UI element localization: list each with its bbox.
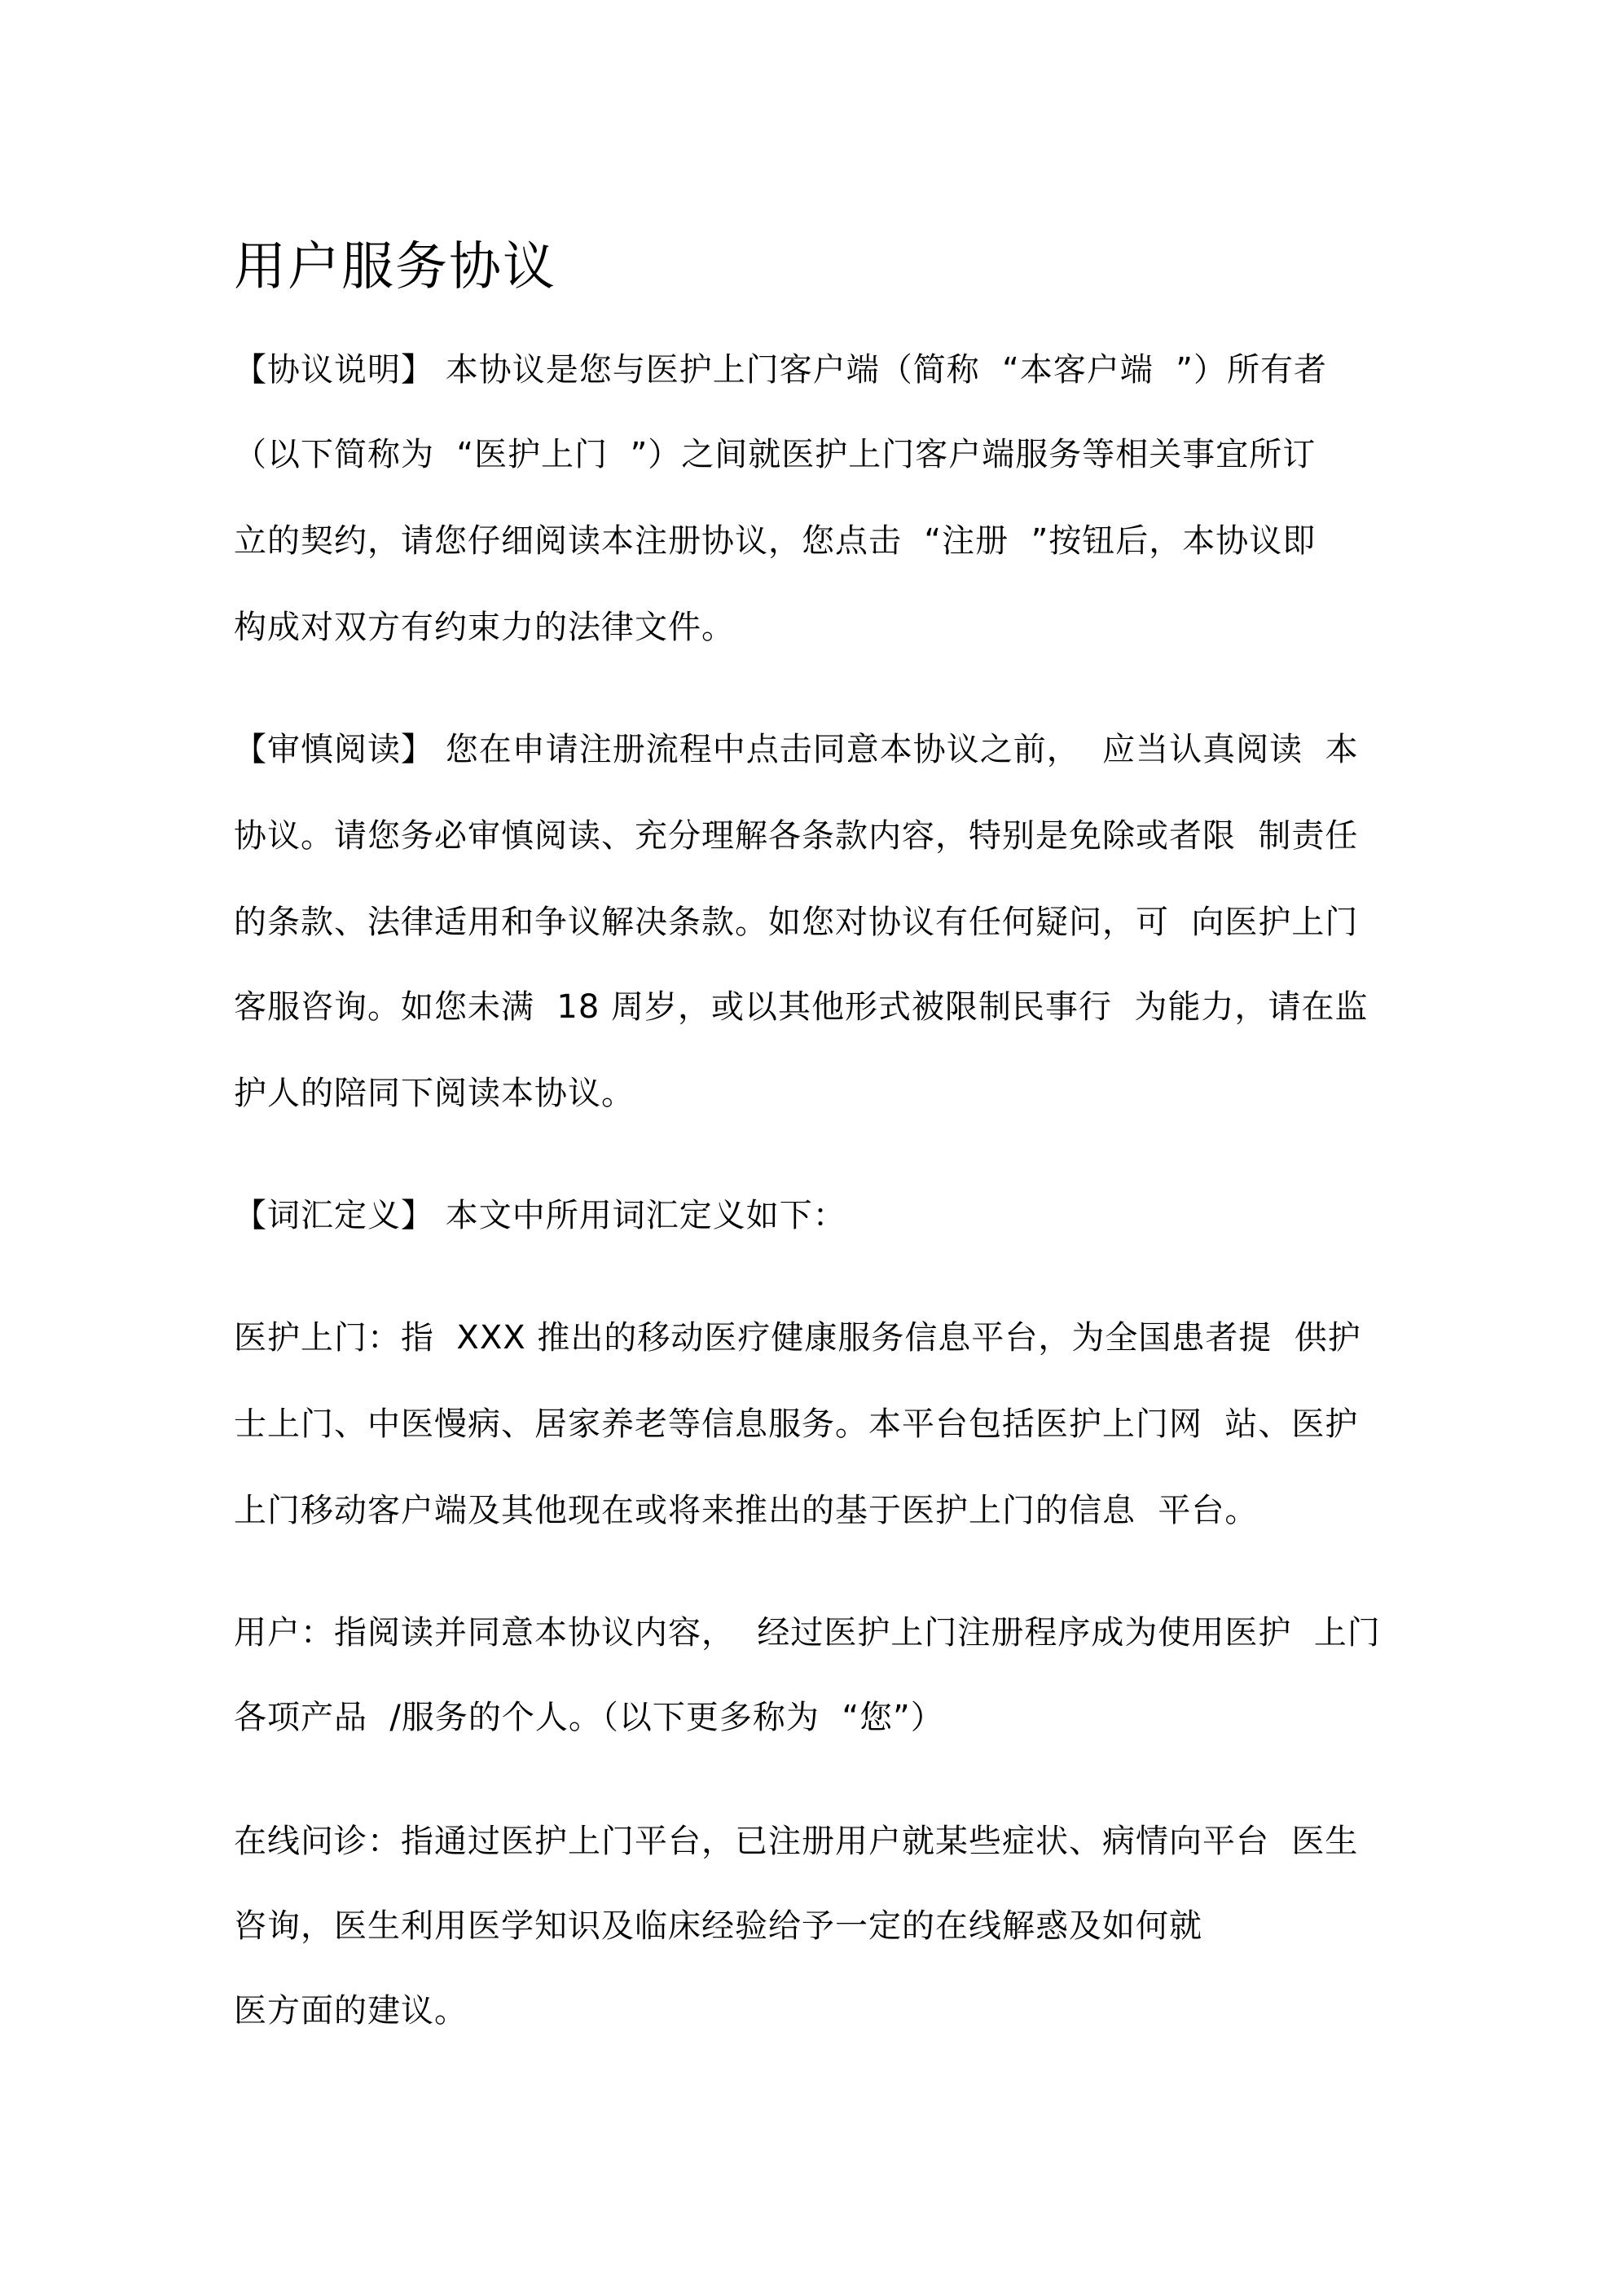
- paragraph-line: 【协议说明】 本协议是您与医护上门客户端（简称 “本客户端 ”）所有者: [234, 351, 1328, 389]
- paragraph-line: 上门移动客户端及其他现在或将来推出的基于医护上门的信息 平台。: [234, 1492, 1259, 1529]
- paragraph-line: 士上门、中医慢病、居家养老等信息服务。本平台包括医护上门网 站、医护: [234, 1405, 1359, 1443]
- paragraph-line: 【审慎阅读】 您在申请注册流程中点击同意本协议之前， 应当认真阅读 本: [234, 731, 1359, 768]
- paragraph-line: 医方面的建议。: [234, 1992, 468, 2030]
- paragraph-line: 协议。请您务必审慎阅读、充分理解各条款内容，特别是免除或者限 制责任: [234, 817, 1359, 855]
- paragraph-line: 咨询，医生利用医学知识及临床经验给予一定的在线解惑及如何就: [234, 1907, 1202, 1945]
- paragraph-line: 护人的陪同下阅读本协议。: [234, 1075, 635, 1112]
- paragraph-line: 在线问诊：指通过医护上门平台，已注册用户就某些症状、病情向平台 医生: [234, 1823, 1359, 1860]
- paragraph-line: 【词汇定义】 本文中所用词汇定义如下：: [234, 1197, 846, 1234]
- paragraph-line: 构成对双方有约束力的法律文件。: [234, 609, 735, 646]
- paragraph-line: （以下简称为 “医护上门 ”）之间就医护上门客户端服务等相关事宜所订: [234, 436, 1317, 473]
- paragraph-line: 的条款、法律适用和争议解决条款。如您对协议有任何疑问，可 向医护上门: [234, 904, 1359, 941]
- paragraph-line: 立的契约，请您仔细阅读本注册协议，您点击 “注册 ”按钮后，本协议即: [234, 522, 1317, 560]
- paragraph-line: 客服咨询。如您未满 18 周岁，或以其他形式被限制民事行 为能力，请在监: [234, 988, 1369, 1026]
- paragraph-line: 各项产品 /服务的个人。（以下更多称为 “您”）: [234, 1699, 944, 1736]
- page-title: 用户服务协议: [234, 237, 556, 297]
- paragraph-line: 医护上门：指 XXX 推出的移动医疗健康服务信息平台，为全国患者提 供护: [234, 1319, 1361, 1357]
- paragraph-line: 用户：指阅读并同意本协议内容， 经过医护上门注册程序成为使用医护 上门: [234, 1614, 1381, 1652]
